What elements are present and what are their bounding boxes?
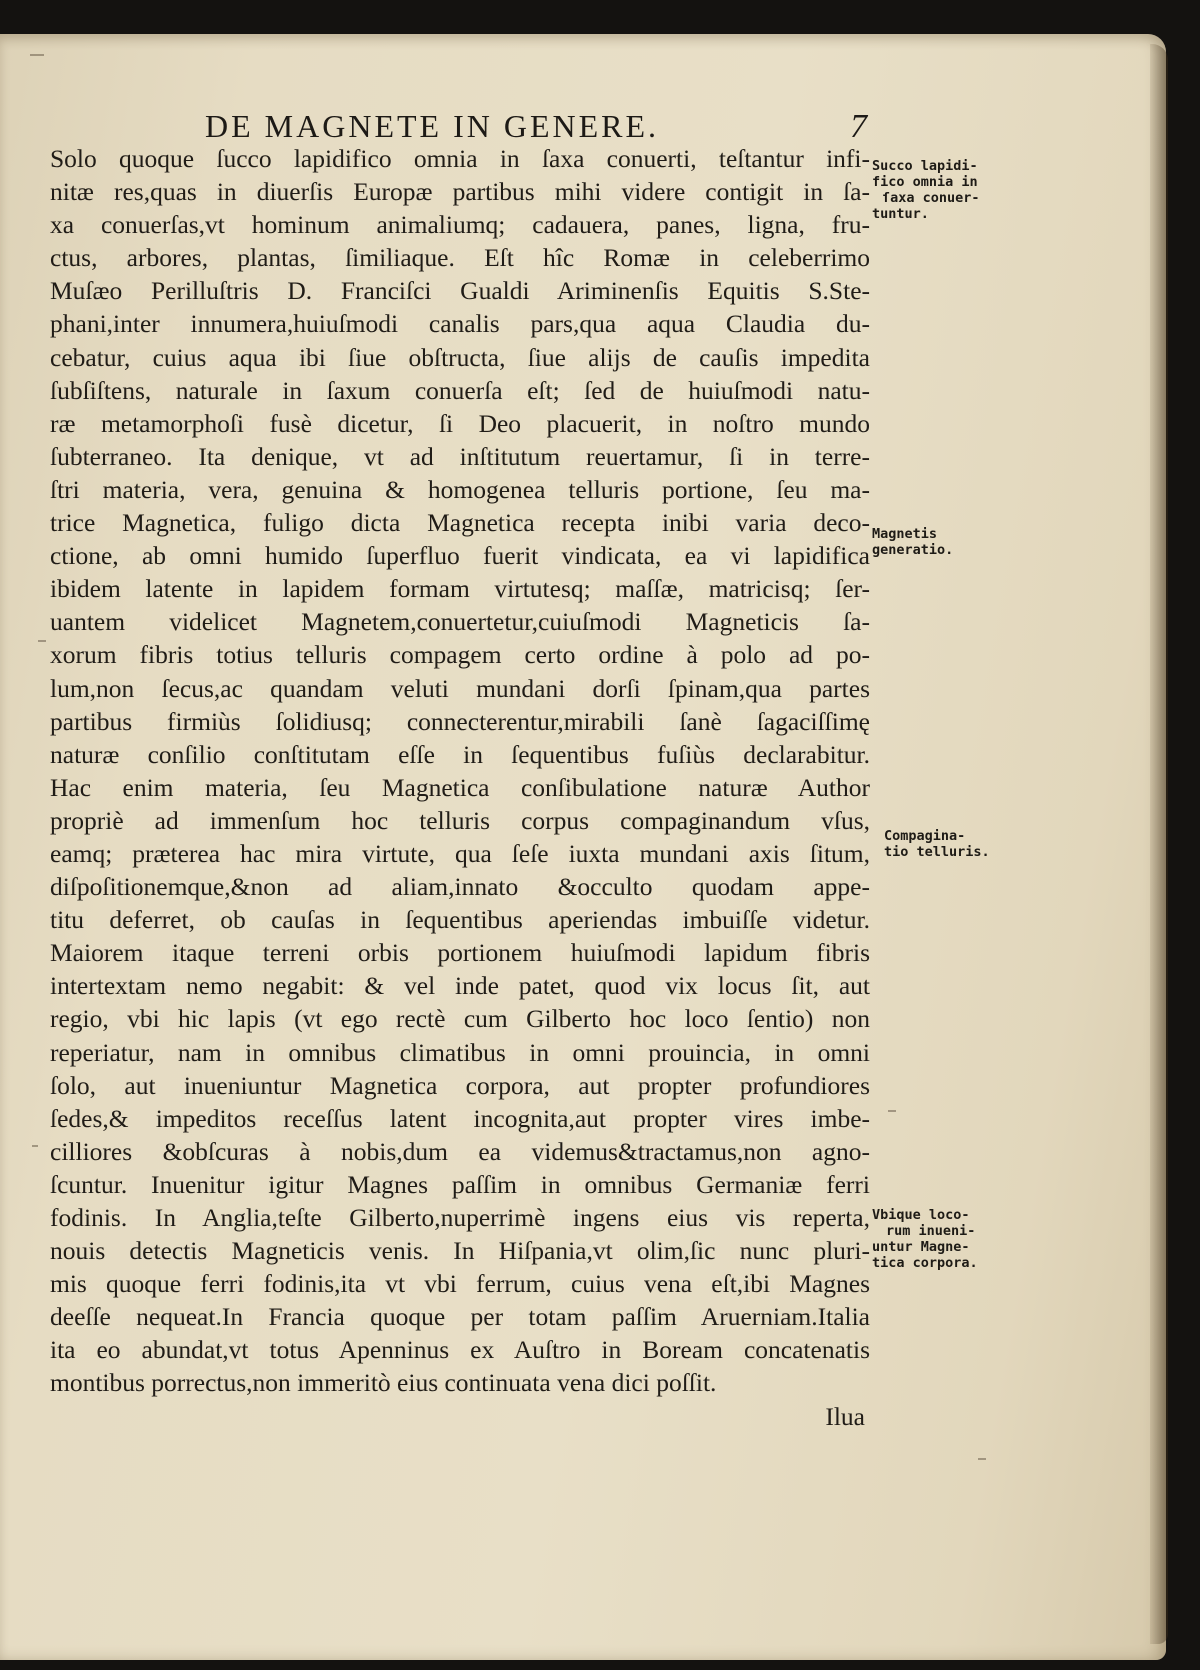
- text-line: lum,non ſecus,ac quandam veluti mundani dorſi ſpinam,qua partes: [50, 673, 870, 703]
- text-line: cilliores &obſcuras à nobis,dum ea videmus&tractamus,non agno-: [50, 1136, 870, 1166]
- catchword: Ilua: [825, 1401, 865, 1431]
- margin-note-line: untur Magne-: [872, 1239, 970, 1255]
- margin-note-line: Succo lapidi-: [872, 158, 978, 174]
- margin-note-compaginatio: [872, 828, 1000, 860]
- running-title: DE MAGNETE IN GENERE.: [205, 108, 660, 144]
- text-line: Maiorem itaque terreni orbis portionem huiuſmodi lapidum fibris: [50, 938, 870, 968]
- text-line: ſedes,& impeditos receſſus latent incognita,aut propter vires imbe-: [50, 1103, 870, 1133]
- text-line: montibus porrectus,non immeritò eius continuata vena dici poſſit.: [50, 1368, 717, 1398]
- margin-note-line: tica corpora.: [872, 1255, 978, 1271]
- text-line: fodinis. In Anglia,teſte Gilberto,nuperrimè ingens eius vis reperta,: [50, 1203, 870, 1232]
- margin-note-line: rum inueni-: [886, 1223, 976, 1239]
- margin-note-vbique: [872, 1207, 1000, 1271]
- text-line: diſpoſitionemque,&non ad aliam,innato &occulto quodam appe-: [50, 872, 870, 902]
- text-line: regio, vbi hic lapis (vt ego rectè cum Gilberto hoc loco ſentio) non: [50, 1004, 870, 1034]
- text-line: eamq; præterea hac mira virtute, qua ſeſe iuxta mundani axis ſitum,: [50, 838, 870, 868]
- text-line: Solo quoque ſucco lapidifico omnia in ſaxa conuerti, teſtantur infi-: [50, 144, 870, 173]
- text-line: intertextam nemo negabit: & vel inde patet, quod vix locus ſit, aut: [50, 971, 870, 1001]
- text-line: trice Magnetica, fuligo dicta Magnetica recepta inibi varia deco-: [50, 508, 870, 538]
- text-line: ræ metamorphoſi fusè dicetur, ſi Deo placuerit, in noſtro mundo: [50, 408, 870, 438]
- margin-note-line: fico omnia in: [872, 174, 978, 190]
- margin-note-magnetis: [872, 526, 1000, 558]
- margin-note-line: Compagina-: [884, 828, 966, 844]
- text-line: partibus firmiùs ſolidiusq; connecterentur,mirabili ſanè ſagaciſſimę: [50, 706, 870, 736]
- text-line: reperiatur, nam in omnibus climatibus in omni prouincia, in omni: [50, 1037, 870, 1067]
- text-line: cebatur, cuius aqua ibi ſiue obſtructa, ſiue aliјs de cauſis impedita: [50, 342, 870, 372]
- text-line: phani,inter innumera,huiuſmodi canalis pars,qua aqua Claudia du-: [50, 309, 870, 339]
- text-line: Hac enim materia, ſeu Magnetica conſibulatione naturæ Author: [50, 772, 870, 802]
- text-line: deeſſe nequeat.In Francia quoque per totam paſſim Aruerniam.Italia: [50, 1302, 870, 1332]
- text-line: Muſæo Perilluſtris D. Franciſci Gualdi Ariminenſis Equitis S.Ste-: [50, 276, 870, 306]
- margin-note-line: Magnetis: [872, 526, 938, 542]
- text-line: ſtri materia, vera, genuina & homogenea telluris portione, ſeu ma-: [50, 474, 870, 504]
- paper-mark: [30, 54, 44, 56]
- text-line: ibidem latente in lapidem formam virtutesq; maſſæ, matricisq; ſer-: [50, 574, 870, 604]
- paper-mark: [978, 1458, 986, 1460]
- margin-note-line: tio telluris.: [884, 844, 990, 860]
- paper-mark: [32, 1145, 38, 1147]
- margin-note-line: Vbique loco-: [872, 1207, 970, 1223]
- text-line: ſcuntur. Inuenitur igitur Magnes paſſim in omnibus Germaniæ ferri: [50, 1169, 870, 1199]
- body-text: [50, 142, 870, 1433]
- text-line: ſubſiſtens, naturale in ſaxum conuerſa eſt; ſed de huiuſmodi natu-: [50, 375, 870, 405]
- text-line: naturæ conſilio conſtitutam eſſe in ſequentibus fuſiùs declarabitur.: [50, 739, 870, 769]
- text-line: propriè ad immenſum hoc telluris corpus compaginandum vſus,: [50, 805, 870, 835]
- margin-note-line: tuntur.: [872, 206, 929, 222]
- paper-mark: [888, 1110, 896, 1112]
- text-line: ctus, arbores, plantas, ſimiliaque. Eſt hîc Romæ in celeberrimo: [50, 243, 870, 273]
- text-line: nouis detectis Magneticis venis. In Hiſpania,vt olim,ſic nunc pluri-: [50, 1236, 870, 1266]
- text-line: xorum fibris totius telluris compagem certo ordine à polo ad po-: [50, 640, 870, 670]
- page-number: 7: [850, 108, 867, 145]
- margin-note-line: generatio.: [872, 542, 954, 558]
- text-line: uantem videlicet Magnetem,conuertetur,cuiuſmodi Magneticis ſa-: [50, 607, 870, 637]
- text-line: ſubterraneo. Ita denique, vt ad inſtitutum reuertamur, ſi in terre-: [50, 441, 870, 471]
- text-line: xa conuerſas,vt hominum animaliumq; cadauera, panes, ligna, fru-: [50, 210, 870, 240]
- text-line: ita eo abundat,vt totus Apenninus ex Auſtro in Boream concatenatis: [50, 1335, 870, 1365]
- text-line: titu deferret, ob cauſas in ſequentibus aperiendas imbuiſſe videtur.: [50, 905, 870, 935]
- text-line: nitæ res,quas in diuerſis Europæ partibus mihi videre contigit in ſa-: [50, 177, 870, 207]
- margin-note-succo: [872, 158, 1000, 222]
- text-line: ſolo, aut inueniuntur Magnetica corpora, aut propter profundiores: [50, 1070, 870, 1100]
- paper-mark: [38, 640, 46, 642]
- page-edge: [1150, 44, 1168, 1644]
- text-line: mis quoque ferri fodinis,ita vt vbi ferrum, cuius vena eſt,ibi Magnes: [50, 1269, 870, 1299]
- margin-note-line: ſaxa conuer-: [882, 190, 980, 206]
- text-line: ctione, ab omni humido ſuperfluo fuerit vindicata, ea vi lapidifica: [50, 541, 870, 571]
